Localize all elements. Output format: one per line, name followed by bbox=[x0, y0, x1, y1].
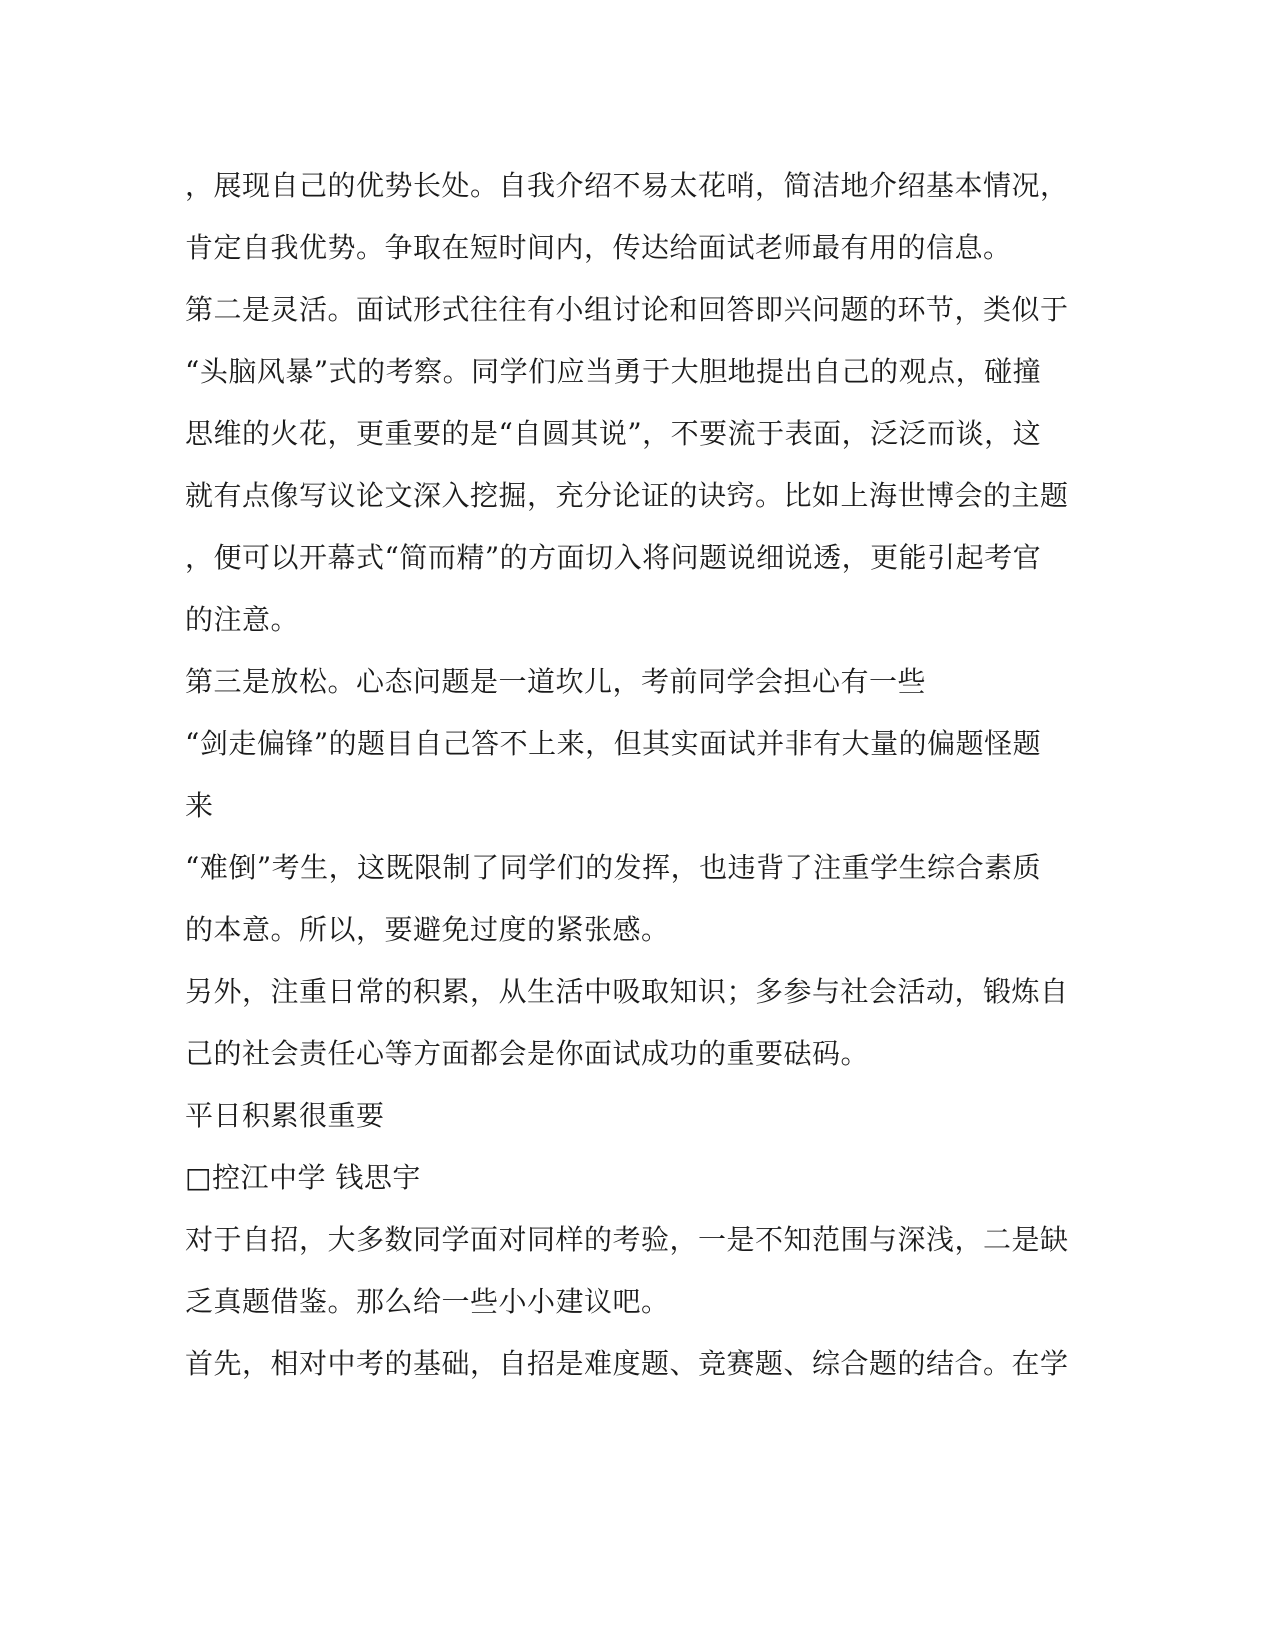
text-line-7: ，便可以开幕式“简而精”的方面切入将问题说细说透，更能引起考官 bbox=[185, 541, 1042, 574]
text-line-1: ，展现自己的优势长处。自我介绍不易太花哨，简洁地介绍基本情况， bbox=[185, 169, 1069, 202]
text-line-19: 乏真题借鉴。那么给一些小小建议吧。 bbox=[185, 1285, 670, 1318]
text-line-6: 就有点像写议论文深入挖掘，充分论证的诀窍。比如上海世博会的主题 bbox=[185, 479, 1069, 512]
text-line-5: 思维的火花，更重要的是“自圆其说”，不要流于表面，泛泛而谈，这 bbox=[185, 417, 1042, 450]
section-heading: 平日积累很重要 bbox=[185, 1099, 385, 1132]
author-line: □控江中学 钱思宇 bbox=[185, 1161, 421, 1194]
text-line-3: 第二是灵活。面试形式往往有小组讨论和回答即兴问题的环节，类似于 bbox=[185, 293, 1069, 326]
text-line-15: 己的社会责任心等方面都会是你面试成功的重要砝码。 bbox=[185, 1037, 870, 1070]
text-line-13: 的本意。所以，要避免过度的紧张感。 bbox=[185, 913, 670, 946]
text-line-4: “头脑风暴”式的考察。同学们应当勇于大胆地提出自己的观点，碰撞 bbox=[185, 355, 1042, 388]
text-line-20: 首先，相对中考的基础，自招是难度题、竞赛题、综合题的结合。在学 bbox=[185, 1347, 1069, 1380]
text-line-10: “剑走偏锋”的题目自己答不上来，但其实面试并非有大量的偏题怪题 bbox=[185, 727, 1042, 760]
text-line-14: 另外，注重日常的积累，从生活中吸取知识；多参与社会活动，锻炼自 bbox=[185, 975, 1069, 1008]
text-line-2: 肯定自我优势。争取在短时间内，传达给面试老师最有用的信息。 bbox=[185, 231, 1012, 264]
text-line-11: 来 bbox=[185, 789, 214, 822]
text-line-12: “难倒”考生，这既限制了同学们的发挥，也违背了注重学生综合素质 bbox=[185, 851, 1042, 884]
text-line-8: 的注意。 bbox=[185, 603, 300, 636]
text-line-9: 第三是放松。心态问题是一道坎儿，考前同学会担心有一些 bbox=[185, 665, 927, 698]
text-line-18: 对于自招，大多数同学面对同样的考验，一是不知范围与深浅，二是缺 bbox=[185, 1223, 1069, 1256]
